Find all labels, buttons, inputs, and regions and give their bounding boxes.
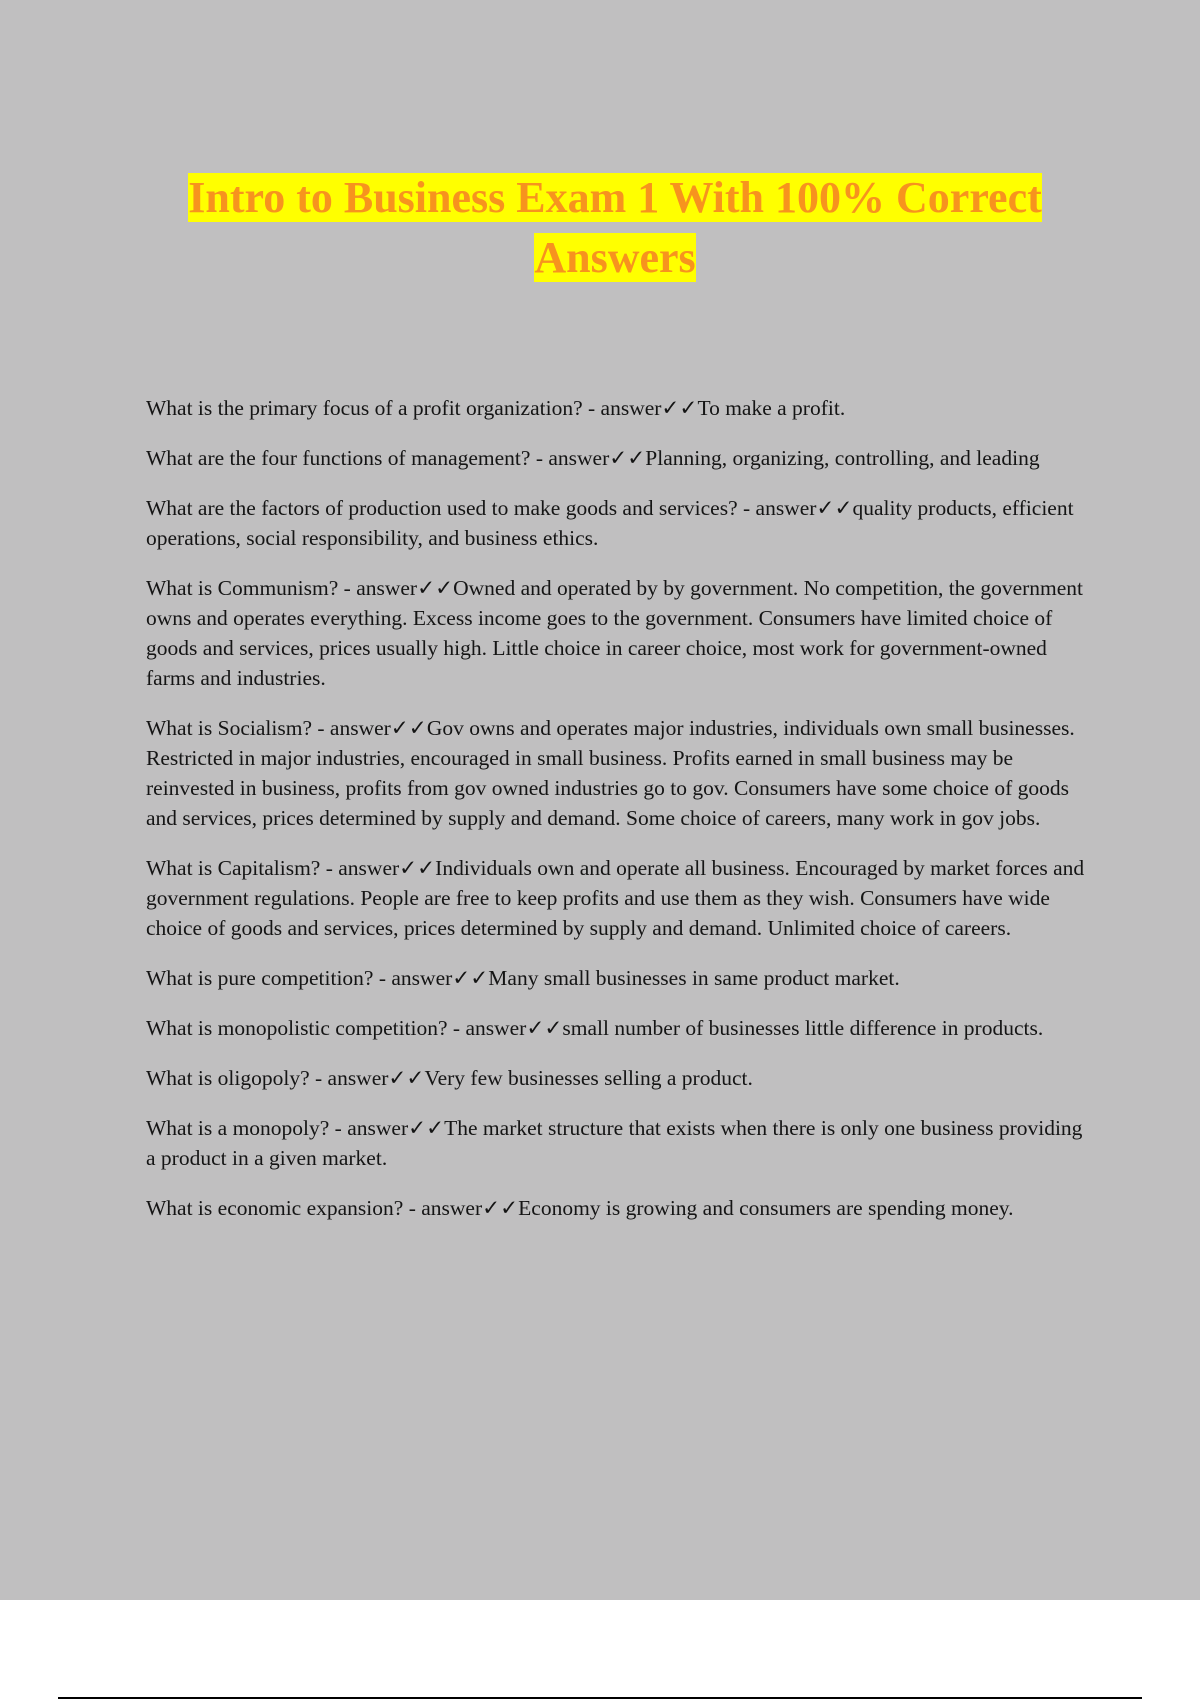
qa-item: What is economic expansion? - answer✓✓Economy is growing and consumers are spending money. — [146, 1196, 1014, 1220]
footer-divider — [58, 1697, 1142, 1699]
qa-item: What is Socialism? - answer✓✓Gov owns and operates major industries, individuals own small businesses. Restricted in major industries, encouraged in small business. Profits earned in small business may be reinvested in business, profits from gov owned industries go to gov. Consumers have some choice of goods and services, prices determined by supply and demand. Some choice of careers, many work in gov jobs. — [146, 716, 1075, 830]
qa-item: What are the four functions of management? - answer✓✓Planning, organizing, controlling, and leading — [146, 446, 1040, 470]
qa-item: What is Capitalism? - answer✓✓Individuals own and operate all business. Encouraged by market forces and government regulations. People are free to keep profits and use them as they wish. Consumers have wide choice of goods and services, prices determined by supply and demand. Unlimited choice of careers. — [146, 856, 1085, 940]
qa-item: What is Communism? - answer✓✓Owned and operated by by government. No competition, the government owns and operates everything. Excess income goes to the government. Consumers have limited choice of goods and services, prices usually high. Little choice in career choice, most work for government-owned farms and industries. — [146, 576, 1084, 690]
qa-item: What is a monopoly? - answer✓✓The market structure that exists when there is only one business providing a product in a given market. — [146, 1116, 1083, 1170]
qa-item: What are the factors of production used to make goods and services? - answer✓✓quality products, efficient operations, social responsibility, and business ethics. — [146, 496, 1074, 550]
qa-list — [146, 393, 1086, 1243]
document-title — [140, 168, 1090, 288]
qa-item: What is monopolistic competition? - answer✓✓small number of businesses little difference in products. — [146, 1016, 1044, 1040]
title-highlight: Intro to Business Exam 1 With 100% Correct Answers — [188, 173, 1042, 282]
qa-item: What is oligopoly? - answer✓✓Very few businesses selling a product. — [146, 1066, 753, 1090]
qa-item: What is pure competition? - answer✓✓Many small businesses in same product market. — [146, 966, 900, 990]
qa-item: What is the primary focus of a profit organization? - answer✓✓To make a profit. — [146, 396, 846, 420]
